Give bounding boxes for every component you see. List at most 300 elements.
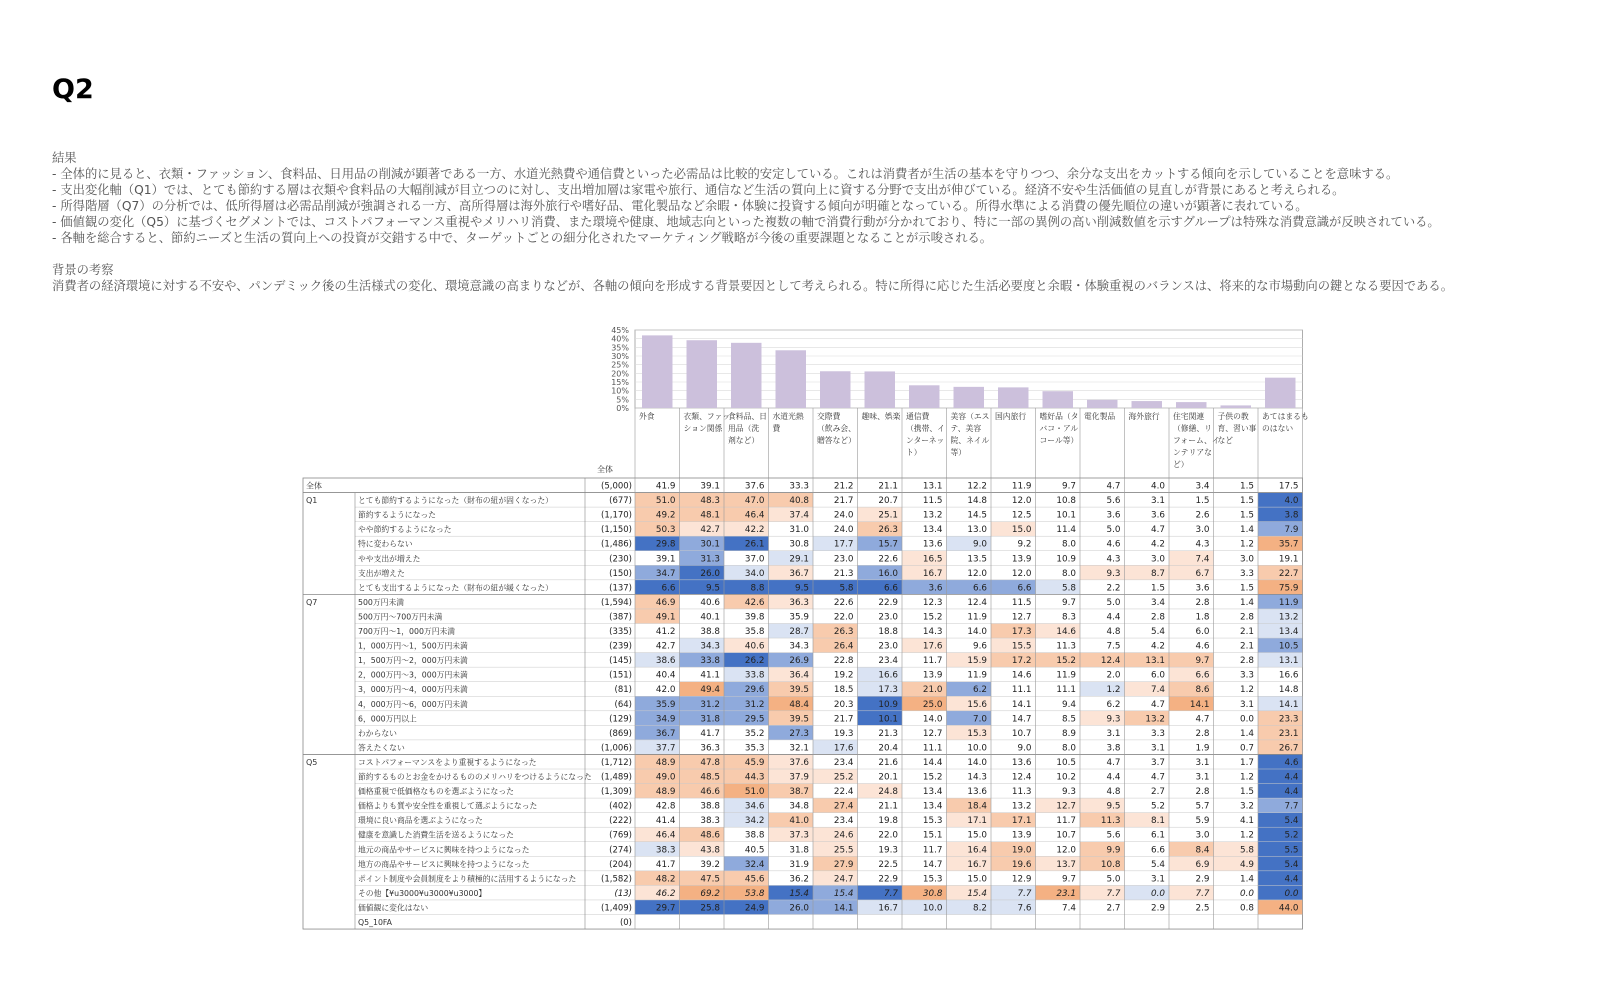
cell-value: 5.0 bbox=[1106, 597, 1121, 608]
cell-value: 13.7 bbox=[1056, 859, 1076, 870]
cell-value: 44.3 bbox=[744, 772, 765, 783]
cell-value: 13.1 bbox=[922, 481, 943, 492]
cell-value: 12.9 bbox=[1011, 874, 1032, 885]
cell-value: 1.8 bbox=[1195, 612, 1210, 623]
cell-value: 34.8 bbox=[789, 801, 809, 812]
cell-value: 8.1 bbox=[1151, 816, 1165, 827]
row-label: 500万円未満 bbox=[358, 597, 405, 607]
cell-value: 15.0 bbox=[967, 830, 987, 841]
cell-value: 11.3 bbox=[1011, 787, 1032, 798]
cell-value: 22.4 bbox=[833, 787, 854, 798]
cell-value: 21.2 bbox=[833, 481, 854, 492]
cell-value: 20.7 bbox=[878, 496, 898, 507]
cell-value: 23.4 bbox=[878, 656, 898, 667]
cell-value: 31.8 bbox=[789, 845, 809, 856]
row-label: 700万円〜1，000万円未満 bbox=[358, 627, 456, 636]
cell-value: 2.7 bbox=[1151, 787, 1165, 798]
row-label: 4，000万円〜6，000万円未満 bbox=[358, 699, 468, 709]
cell-value: 13.9 bbox=[1011, 830, 1032, 841]
text-block bbox=[52, 150, 1562, 294]
cell-value: 39.8 bbox=[744, 612, 765, 623]
cell-value: 37.3 bbox=[789, 830, 809, 841]
column-header-label: 住宅関連 bbox=[1173, 412, 1205, 421]
cell-value: 2.8 bbox=[1195, 728, 1210, 739]
column-header-label: 海外旅行 bbox=[1128, 412, 1160, 421]
cell-value: 3.2 bbox=[1240, 801, 1254, 812]
cell-value: 17.6 bbox=[922, 641, 943, 652]
cell-value: 13.2 bbox=[1145, 714, 1165, 725]
cell-value: 38.8 bbox=[744, 830, 765, 841]
row-n-value: (151) bbox=[609, 670, 632, 681]
cell-value: 10.7 bbox=[1011, 728, 1032, 739]
cell-value: 45.6 bbox=[744, 874, 765, 885]
cell-value: 10.5 bbox=[1278, 641, 1299, 652]
column-header-label: ンターネッ bbox=[906, 436, 945, 445]
cell-value: 48.5 bbox=[700, 772, 720, 783]
row-label: 地方の商品やサービスに興味を持つようになった bbox=[358, 859, 530, 869]
cell-value: 12.4 bbox=[1011, 772, 1032, 783]
cell-value: 19.6 bbox=[1011, 859, 1032, 870]
chart-bar bbox=[642, 335, 673, 408]
row-label: 環境に良い商品を選ぶようになった bbox=[358, 816, 483, 826]
cell-value: 7.9 bbox=[1284, 525, 1299, 536]
cell-value: 23.0 bbox=[833, 554, 854, 565]
cell-value: 35.8 bbox=[744, 627, 765, 637]
cell-value: 69.2 bbox=[700, 888, 720, 899]
column-header-label: ト） bbox=[906, 448, 922, 457]
column-header-label: テ、美容 bbox=[950, 424, 982, 433]
cell-value: 40.6 bbox=[744, 641, 765, 652]
cell-value: 7.5 bbox=[1106, 641, 1121, 652]
cell-value: 21.0 bbox=[922, 685, 943, 696]
cell-value: 3.1 bbox=[1151, 743, 1165, 754]
cell-value: 12.0 bbox=[1011, 496, 1032, 507]
cell-value: 2.0 bbox=[1106, 670, 1121, 681]
row-n-value: (402) bbox=[609, 801, 632, 812]
cell-value: 19.2 bbox=[833, 670, 854, 681]
cell-value: 31.2 bbox=[700, 699, 720, 710]
cell-value: 15.3 bbox=[967, 728, 987, 739]
cell-value: 40.5 bbox=[744, 845, 765, 856]
cell-value: 12.0 bbox=[967, 568, 987, 579]
cell-value: 29.5 bbox=[744, 714, 765, 725]
cell-value: 31.0 bbox=[789, 525, 809, 536]
cell-value: 9.7 bbox=[1062, 481, 1076, 492]
chart-bar bbox=[1265, 378, 1296, 408]
cell-value: 5.2 bbox=[1151, 801, 1165, 812]
cell-value: 14.5 bbox=[967, 510, 987, 521]
cell-value: 40.4 bbox=[655, 670, 676, 681]
cell-value: 7.0 bbox=[973, 714, 987, 725]
cell-value: 9.3 bbox=[1106, 568, 1121, 579]
cell-value: 46.4 bbox=[744, 510, 765, 521]
cell-value: 2.8 bbox=[1240, 612, 1254, 623]
cell-value: 31.3 bbox=[700, 554, 720, 565]
cell-value: 14.3 bbox=[967, 772, 987, 783]
cell-value: 15.2 bbox=[1056, 656, 1076, 667]
cell-value: 23.4 bbox=[833, 816, 854, 827]
cell-value: 75.9 bbox=[1278, 583, 1299, 594]
cell-value: 14.3 bbox=[922, 627, 943, 637]
cell-value: 4.1 bbox=[1240, 816, 1254, 827]
chart-bar bbox=[865, 371, 896, 408]
cell-value: 10.7 bbox=[1056, 830, 1076, 841]
chart-bar bbox=[1043, 391, 1074, 408]
row-label: 1，500万円〜2，000万円未満 bbox=[358, 656, 468, 666]
cell-value: 12.5 bbox=[1011, 510, 1032, 521]
cell-value: 25.0 bbox=[922, 699, 943, 710]
y-tick-label: 0% bbox=[616, 404, 629, 413]
cell-value: 14.4 bbox=[922, 757, 943, 768]
cell-value: 13.4 bbox=[922, 801, 943, 812]
cell-value: 49.0 bbox=[655, 772, 676, 783]
cell-value: 51.0 bbox=[744, 787, 765, 798]
cell-value: 13.4 bbox=[1278, 627, 1299, 637]
cell-value: 3.8 bbox=[1284, 510, 1299, 521]
cell-value: 21.7 bbox=[833, 496, 854, 507]
cell-value: 12.2 bbox=[967, 481, 987, 492]
cell-value: 33.8 bbox=[744, 670, 765, 681]
cell-value: 5.6 bbox=[1106, 496, 1121, 507]
results-line: - 各軸を総合すると、節約ニーズと生活の質向上への投資が交錯する中で、ターゲットごとの細分化されたマーケティング戦略が今後の重要課題となることが示唆される。 bbox=[52, 231, 993, 245]
cell-value: 39.5 bbox=[789, 685, 809, 696]
cell-value: 6.7 bbox=[1195, 568, 1210, 579]
cell-value: 2.8 bbox=[1151, 612, 1165, 623]
cell-value: 6.6 bbox=[973, 583, 987, 594]
cell-value: 12.7 bbox=[922, 728, 943, 739]
cell-value: 15.4 bbox=[967, 888, 987, 899]
cell-value: 3.7 bbox=[1151, 757, 1165, 768]
cell-value: 5.4 bbox=[1284, 859, 1299, 870]
cell-value: 6.6 bbox=[884, 583, 898, 594]
row-label: 1，000万円〜1，500万円未満 bbox=[358, 641, 468, 651]
cell-value: 21.6 bbox=[878, 757, 898, 768]
cell-value: 25.2 bbox=[833, 772, 854, 783]
cell-value: 10.0 bbox=[922, 903, 943, 914]
cell-value: 14.8 bbox=[1278, 685, 1299, 696]
column-header-label: バコ・アル bbox=[1039, 424, 1079, 433]
row-n-value: (1,489) bbox=[601, 772, 632, 783]
chart-bar bbox=[1132, 401, 1163, 408]
row-group-label: Q7 bbox=[306, 597, 318, 607]
cell-value: 41.1 bbox=[700, 670, 720, 681]
row-group-label: Q1 bbox=[306, 496, 318, 506]
cell-value: 23.4 bbox=[833, 757, 854, 768]
cell-value: 20.1 bbox=[878, 772, 898, 783]
row-label: 節約するようになった bbox=[358, 510, 436, 520]
row-label: 価格よりも質や安全性を重視して選ぶようになった bbox=[358, 801, 538, 811]
cell-value: 29.8 bbox=[655, 539, 676, 550]
cell-value: 26.4 bbox=[833, 641, 854, 652]
cell-value: 2.9 bbox=[1151, 903, 1165, 914]
cell-value: 13.4 bbox=[922, 525, 943, 536]
results-line: - 所得階層（Q7）の分析では、低所得層は必需品削減が強調される一方、高所得層は海外旅行や嗜好品、電化製品など余暇・体験に投資する傾向が明確となっている。所得水準による消費の優先順位の違いが顕著に表れている。 bbox=[52, 199, 1308, 213]
cell-value: 7.4 bbox=[1151, 685, 1165, 696]
cell-value: 30.8 bbox=[922, 888, 943, 899]
cell-value: 48.9 bbox=[655, 757, 676, 768]
cell-value: 13.5 bbox=[967, 554, 987, 565]
cell-value: 48.2 bbox=[655, 874, 676, 885]
cell-value: 34.0 bbox=[744, 568, 765, 579]
cell-value: 13.6 bbox=[1011, 757, 1032, 768]
row-label: 支出が増えた bbox=[358, 568, 405, 578]
cell-value: 5.5 bbox=[1284, 845, 1299, 856]
cell-value: 23.0 bbox=[878, 641, 898, 652]
cell-value: 5.0 bbox=[1106, 525, 1121, 536]
cell-value: 22.6 bbox=[833, 597, 854, 608]
cell-value: 41.2 bbox=[655, 627, 676, 637]
cell-value: 2.8 bbox=[1240, 656, 1254, 667]
cell-value: 34.3 bbox=[789, 641, 809, 652]
cell-value: 8.5 bbox=[1062, 714, 1076, 725]
cell-value: 15.4 bbox=[833, 888, 854, 899]
cell-value: 14.1 bbox=[833, 903, 854, 914]
cell-value: 11.7 bbox=[922, 845, 943, 856]
cell-value: 8.6 bbox=[1195, 685, 1210, 696]
column-header-label: コール等） bbox=[1039, 436, 1079, 445]
row-label: 特に変わらない bbox=[358, 539, 413, 549]
cell-value: 15.3 bbox=[922, 816, 943, 827]
row-n-value: (137) bbox=[609, 583, 632, 594]
row-n-value: (204) bbox=[609, 859, 632, 870]
cell-value: 7.4 bbox=[1062, 903, 1076, 914]
cell-value: 1.5 bbox=[1240, 787, 1254, 798]
row-label: Q5_10FA bbox=[358, 918, 393, 927]
cell-value: 48.9 bbox=[655, 787, 676, 798]
column-header-label: あてはまるも bbox=[1262, 412, 1309, 421]
cell-value: 11.3 bbox=[1056, 641, 1076, 652]
results-line: - 価値観の変化（Q5）に基づくセグメントでは、コストパフォーマンス重視やメリハリ消費、また環境や健康、地域志向といった複数の軸で消費行動が分かれており、特に一部の異例の高い削減数値を示すグループは特殊な消費意識が反映されている。 bbox=[52, 215, 1440, 229]
cell-value: 24.0 bbox=[833, 510, 854, 521]
cell-value: 17.2 bbox=[1011, 656, 1032, 667]
cell-value: 6.9 bbox=[1195, 859, 1210, 870]
cell-value: 4.0 bbox=[1284, 496, 1299, 507]
cell-value: 1.2 bbox=[1240, 830, 1254, 841]
cell-value: 27.3 bbox=[789, 728, 809, 739]
cell-value: 9.7 bbox=[1195, 656, 1210, 667]
cell-value: 23.1 bbox=[1278, 728, 1299, 739]
cell-value: 2.5 bbox=[1195, 903, 1210, 914]
row-n-value: (239) bbox=[609, 641, 632, 652]
cell-value: 29.1 bbox=[789, 554, 809, 565]
row-n-value: (335) bbox=[609, 627, 632, 637]
y-tick-label: 15% bbox=[611, 378, 629, 387]
crosstab-figure bbox=[303, 326, 1309, 932]
cell-value: 4.4 bbox=[1284, 787, 1299, 798]
cell-value: 15.2 bbox=[922, 612, 943, 623]
cell-value: 4.9 bbox=[1240, 859, 1254, 870]
cell-value: 4.0 bbox=[1151, 481, 1165, 492]
column-header-label: 交際費 bbox=[817, 412, 841, 421]
chart-bar bbox=[731, 343, 762, 408]
n-header-label: 全体 bbox=[597, 465, 613, 474]
cell-value: 25.8 bbox=[700, 903, 720, 914]
cell-value: 17.7 bbox=[833, 539, 854, 550]
cell-value: 29.7 bbox=[655, 903, 676, 914]
cell-value: 0.8 bbox=[1240, 903, 1254, 914]
y-tick-label: 40% bbox=[611, 334, 629, 344]
row-n-value: (129) bbox=[609, 714, 632, 725]
cell-value: 37.0 bbox=[744, 554, 765, 565]
cell-value: 7.7 bbox=[1284, 801, 1299, 812]
cell-value: 36.3 bbox=[700, 743, 720, 754]
chart-bar bbox=[1221, 405, 1252, 408]
cell-value: 0.0 bbox=[1240, 714, 1254, 725]
column-header-label: フォーム、イ bbox=[1173, 436, 1220, 445]
cell-value: 18.5 bbox=[833, 685, 854, 696]
cell-value: 10.8 bbox=[1100, 859, 1121, 870]
cell-value: 8.7 bbox=[1151, 568, 1165, 579]
cell-value: 15.0 bbox=[967, 874, 987, 885]
cell-value: 3.1 bbox=[1106, 728, 1121, 739]
cell-value: 14.8 bbox=[967, 496, 987, 507]
cell-value: 2.1 bbox=[1240, 641, 1254, 652]
cell-value: 36.7 bbox=[789, 568, 809, 579]
row-label: 価格重視で低価格なものを選ぶようになった bbox=[358, 787, 514, 797]
cell-value: 4.3 bbox=[1195, 539, 1210, 550]
cell-value: 40.1 bbox=[700, 612, 720, 623]
column-header-label: 育、習い事 bbox=[1217, 424, 1257, 433]
cell-value: 26.0 bbox=[700, 568, 720, 579]
cell-value: 37.7 bbox=[655, 743, 676, 754]
cell-value: 41.0 bbox=[789, 816, 809, 827]
cell-value: 13.4 bbox=[922, 787, 943, 798]
cell-value: 10.9 bbox=[878, 699, 898, 710]
cell-value: 41.4 bbox=[655, 816, 676, 827]
cell-value: 24.0 bbox=[833, 525, 854, 536]
cell-value: 2.6 bbox=[1195, 510, 1210, 521]
row-label: やや節約するようになった bbox=[358, 525, 452, 535]
cell-value: 19.3 bbox=[833, 728, 854, 739]
cell-value: 6.6 bbox=[1017, 583, 1032, 594]
cell-value: 7.6 bbox=[1017, 903, 1032, 914]
cell-value: 42.0 bbox=[655, 685, 676, 696]
cell-value: 13.6 bbox=[967, 787, 987, 798]
cell-value: 27.4 bbox=[833, 801, 854, 812]
column-header-label: 剤など） bbox=[728, 436, 760, 445]
cell-value: 4.7 bbox=[1151, 772, 1165, 783]
chart-bar bbox=[909, 385, 940, 408]
cell-value: 11.9 bbox=[967, 612, 987, 623]
cell-value: 35.2 bbox=[744, 728, 765, 739]
cell-value: 15.4 bbox=[789, 888, 809, 899]
background-text: 消費者の経済環境に対する不安や、パンデミック後の生活様式の変化、環境意識の高まりなどが、各軸の傾向を形成する背景要因として考えられる。特に所得に応じた生活必要度と余暇・体験重視のバランスは、将来的な市場動向の鍵となる要因である。 bbox=[52, 279, 1453, 293]
cell-value: 15.1 bbox=[922, 830, 943, 841]
cell-value: 3.4 bbox=[1195, 481, 1210, 492]
cell-value: 38.3 bbox=[700, 816, 720, 827]
row-n-value: (5,000) bbox=[601, 481, 632, 492]
cell-value: 35.3 bbox=[744, 743, 765, 754]
column-header-label: ンテリアな bbox=[1173, 448, 1212, 457]
cell-value: 11.1 bbox=[1011, 685, 1032, 696]
cell-value: 20.4 bbox=[878, 743, 898, 754]
cell-value: 7.7 bbox=[1017, 888, 1032, 899]
cell-value: 14.6 bbox=[1011, 670, 1032, 681]
cell-value: 48.4 bbox=[789, 699, 809, 710]
cell-value: 33.3 bbox=[789, 481, 809, 492]
cell-value: 42.7 bbox=[655, 641, 676, 652]
cell-value: 2.2 bbox=[1106, 583, 1121, 594]
cell-value: 5.8 bbox=[1062, 583, 1076, 594]
cell-value: 14.1 bbox=[1278, 699, 1299, 710]
cell-value: 4.3 bbox=[1106, 554, 1121, 565]
chart-bar bbox=[998, 387, 1029, 408]
column-header-label: （飲み会、 bbox=[817, 424, 856, 433]
cell-value: 14.6 bbox=[1056, 627, 1076, 637]
cell-value: 13.2 bbox=[1011, 801, 1032, 812]
row-label: 答えたくない bbox=[358, 743, 405, 753]
cell-value: 16.6 bbox=[878, 670, 898, 681]
cell-value: 41.9 bbox=[655, 481, 676, 492]
cell-value: 49.1 bbox=[655, 612, 676, 623]
cell-value: 11.1 bbox=[922, 743, 943, 754]
cell-value: 8.3 bbox=[1062, 612, 1076, 623]
cell-value: 41.7 bbox=[655, 859, 676, 870]
row-group-label: 全体 bbox=[306, 481, 322, 491]
cell-value: 12.4 bbox=[1100, 656, 1121, 667]
cell-value: 4.4 bbox=[1284, 772, 1299, 783]
row-n-value: (1,486) bbox=[601, 539, 632, 550]
cell-value: 10.1 bbox=[878, 714, 898, 725]
cell-value: 4.6 bbox=[1195, 641, 1210, 652]
cell-value: 0.0 bbox=[1151, 888, 1165, 899]
cell-value: 24.6 bbox=[833, 830, 854, 841]
cell-value: 6.0 bbox=[1151, 670, 1165, 681]
y-tick-label: 5% bbox=[616, 395, 629, 405]
cell-value: 42.2 bbox=[744, 525, 765, 536]
cell-value: 22.8 bbox=[833, 656, 854, 667]
cell-value: 40.8 bbox=[789, 496, 809, 507]
column-header-label: 外食 bbox=[639, 412, 655, 421]
cell-value: 41.7 bbox=[700, 728, 720, 739]
cell-value: 8.0 bbox=[1062, 568, 1076, 579]
cell-value: 3.3 bbox=[1240, 670, 1254, 681]
column-header-label: （携帯、イ bbox=[906, 424, 945, 433]
cell-value: 15.2 bbox=[922, 772, 943, 783]
cell-value: 21.3 bbox=[833, 568, 854, 579]
cell-value: 4.7 bbox=[1195, 714, 1210, 725]
cell-value: 15.6 bbox=[967, 699, 987, 710]
cell-value: 2.8 bbox=[1195, 787, 1210, 798]
cell-value: 3.6 bbox=[928, 583, 943, 594]
column-header-label: ション関係 bbox=[683, 424, 723, 433]
row-label: コストパフォーマンスをより重視するようになった bbox=[358, 757, 537, 767]
cell-value: 24.8 bbox=[878, 787, 898, 798]
cell-value: 11.9 bbox=[1278, 597, 1299, 608]
cell-value: 51.0 bbox=[655, 496, 676, 507]
cell-value: 3.4 bbox=[1151, 597, 1165, 608]
cell-value: 6.6 bbox=[1151, 845, 1165, 856]
cell-value: 7.4 bbox=[1195, 554, 1210, 565]
cell-value: 14.0 bbox=[967, 757, 987, 768]
cell-value: 9.5 bbox=[706, 583, 720, 594]
cell-value: 45.9 bbox=[744, 757, 765, 768]
cell-value: 7.7 bbox=[1106, 888, 1121, 899]
cell-value: 38.8 bbox=[700, 801, 720, 812]
chart-bar bbox=[687, 340, 718, 408]
cell-value: 24.7 bbox=[833, 874, 854, 885]
cell-value: 22.6 bbox=[878, 554, 898, 565]
cell-value: 1.5 bbox=[1240, 496, 1254, 507]
cell-value: 8.8 bbox=[750, 583, 765, 594]
cell-value: 5.4 bbox=[1284, 816, 1299, 827]
cell-value: 30.1 bbox=[700, 539, 720, 550]
cell-value: 1.4 bbox=[1240, 874, 1254, 885]
cell-value: 17.6 bbox=[833, 743, 854, 754]
cell-value: 4.7 bbox=[1151, 699, 1165, 710]
row-n-value: (1,712) bbox=[601, 757, 632, 768]
cell-value: 1.9 bbox=[1195, 743, 1210, 754]
